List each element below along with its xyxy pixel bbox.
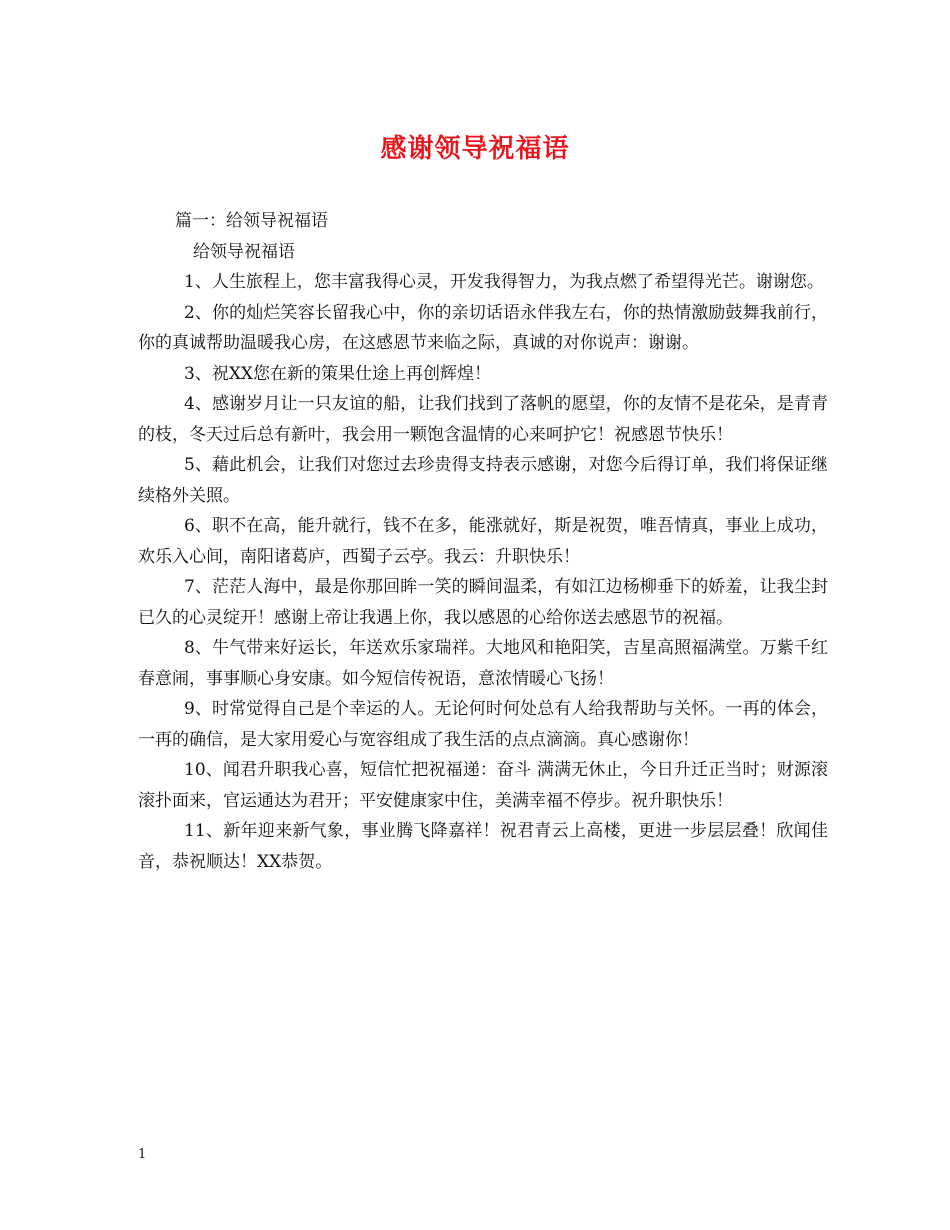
list-item: 1、人生旅程上，您丰富我得心灵，开发我得智力，为我点燃了希望得光芒。谢谢您。 [184,272,824,292]
sub-heading: 给领导祝福语 [193,241,295,262]
list-item: 4、感谢岁月让一只友谊的船，让我们找到了落帆的愿望，你的友情不是花朵，是青青的枝，冬天过后总有新叶，我会用一颗饱含温情的心来呵护它！祝感恩节快乐！ [138,394,828,445]
list-item: 5、藉此机会，让我们对您过去珍贵得支持表示感谢，对您今后得订单，我们将保证继续格外关照。 [138,455,828,506]
list-item: 9、时常觉得自己是个幸运的人。无论何时何处总有人给我帮助与关怀。一再的体会，一再的确信，是大家用爱心与宽容组成了我生活的点点滴滴。真心感谢你！ [138,699,828,750]
list-item: 11、新年迎来新气象，事业腾飞降嘉祥！祝君青云上高楼，更进一步层层叠！欣闻佳音，恭祝顺达！XX恭贺。 [138,821,828,872]
page-number: 1 [138,1147,147,1162]
list-item: 7、茫茫人海中，最是你那回眸一笑的瞬间温柔，有如江边杨柳垂下的娇羞，让我尘封已久的心灵绽开！感谢上帝让我遇上你，我以感恩的心给你送去感恩节的祝福。 [138,577,828,628]
list-item: 6、职不在高，能升就行，钱不在多，能涨就好，斯是祝贺，唯吾情真，事业上成功，欢乐入心间，南阳诸葛庐，西蜀子云亭。我云：升职快乐！ [138,516,828,567]
list-item: 10、闻君升职我心喜，短信忙把祝福递：奋斗 满满无休止，今日升迁正当时；财源滚滚扑面来，官运通达为君开；平安健康家中住，美满幸福不停步。祝升职快乐！ [138,760,828,811]
page-title: 感谢领导祝福语 [380,134,570,164]
list-item: 3、祝XX您在新的策果仕途上再创辉煌！ [184,363,492,384]
list-item: 2、你的灿烂笑容长留我心中，你的亲切话语永伴我左右，你的热情激励鼓舞我前行，你的真诚帮助温暖我心房，在这感恩节来临之际，真诚的对你说声：谢谢。 [138,302,828,353]
document-body [138,206,828,877]
list-item: 8、牛气带来好运长，年送欢乐家瑞祥。大地风和艳阳笑，吉星高照福满堂。万紫千红春意闹，事事顺心身安康。如今短信传祝语，意浓情暖心飞扬！ [138,638,828,689]
section-heading: 篇一：给领导祝福语 [175,211,328,231]
